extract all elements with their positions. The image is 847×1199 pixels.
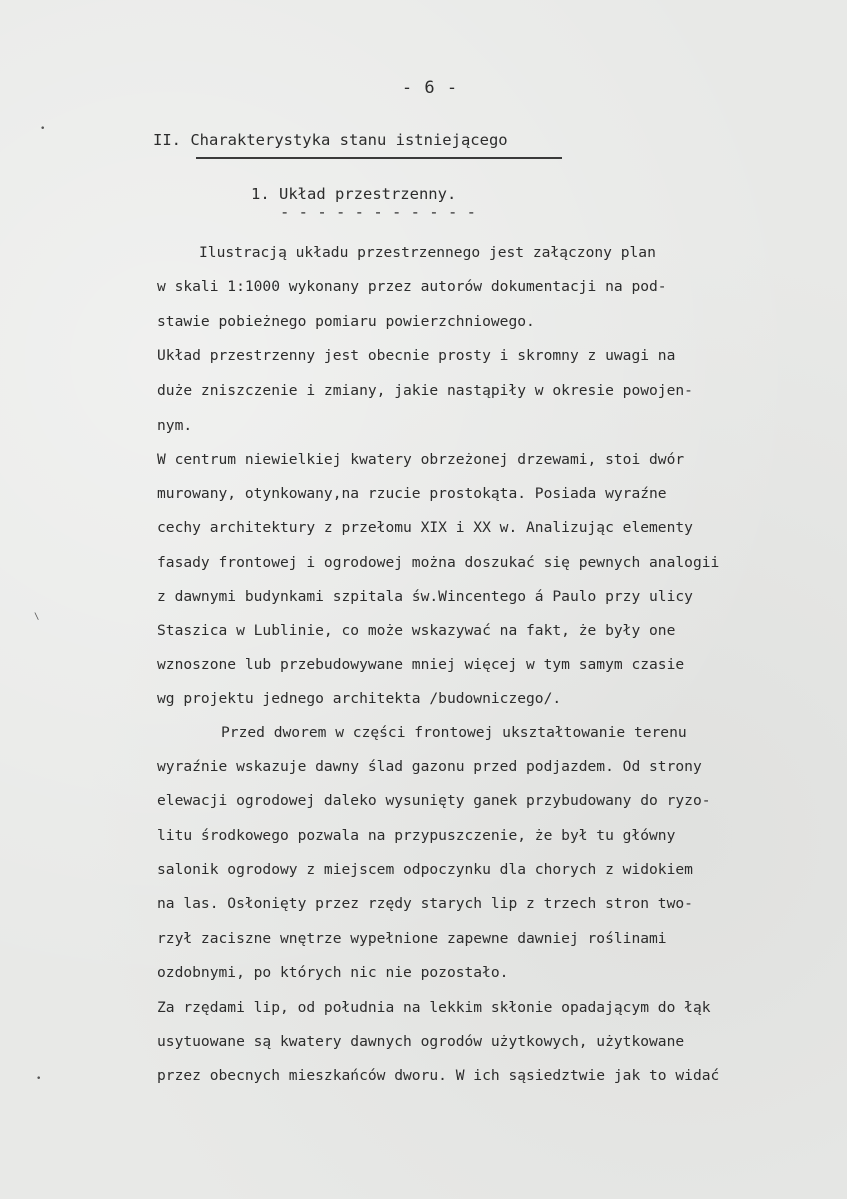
heading-underline [196,157,562,159]
margin-mark: \ [34,612,40,622]
text-line: usytuowane są kwatery dawnych ogrodów użytkowych, użytkowane [157,1033,685,1050]
text-line: z dawnymi budynkami szpitala św.Wincentego á Paulo przy ulicy [157,588,693,605]
text-line: elewacji ogrodowej daleko wysunięty ganek przybudowany do ryzo- [157,792,711,809]
subsection-heading: 1. Układ przestrzenny. [251,185,457,203]
text-line: cechy architektury z przełomu XIX i XX w. Analizując elementy [157,519,693,536]
text-line: Staszica w Lublinie, co może wskazywać na fakt, że były one [157,622,676,639]
text-line: rzył zaciszne wnętrze wypełnione zapewne dawniej roślinami [157,930,667,947]
text-line: duże zniszczenie i zmiany, jakie nastąpiły w okresie powojen- [157,382,693,399]
text-line: w skali 1:1000 wykonany przez autorów dokumentacji na pod- [157,278,667,295]
page-number: - 6 - [401,78,459,98]
text-line: na las. Osłonięty przez rzędy starych lip z trzech stron two- [157,895,693,912]
text-line: Ilustracją układu przestrzennego jest załączony plan [199,244,656,261]
text-line: Układ przestrzenny jest obecnie prosty i skromny z uwagi na [157,347,676,364]
text-line: Za rzędami lip, od południa na lekkim skłonie opadającym do łąk [157,999,711,1016]
margin-mark: • [36,1074,42,1084]
section-heading: II. Charakterystyka stanu istniejącego [153,131,508,149]
text-line: murowany, otynkowany,na rzucie prostokąta. Posiada wyraźne [157,485,667,502]
margin-mark: • [40,124,46,134]
text-line: stawie pobieżnego pomiaru powierzchniowego. [157,313,535,330]
text-line: ozdobnymi, po których nic nie pozostało. [157,964,509,981]
text-line: litu środkowego pozwala na przypuszczenie, że był tu główny [157,827,676,844]
text-line: fasady frontowej i ogrodowej można doszukać się pewnych analogii [157,554,720,571]
subsection-underline: - - - - - - - - - - - [280,203,476,221]
text-line: przez obecnych mieszkańców dworu. W ich sąsiedztwie jak to widać [157,1067,720,1084]
text-line: wg projektu jednego architekta /budowniczego/. [157,690,562,707]
text-line: nym. [157,417,193,434]
text-line: W centrum niewielkiej kwatery obrzeżonej drzewami, stoi dwór [157,451,685,468]
text-line: wznoszone lub przebudowywane mniej więcej w tym samym czasie [157,656,685,673]
text-line: salonik ogrodowy z miejscem odpoczynku dla chorych z widokiem [157,861,693,878]
text-line: Przed dworem w części frontowej ukształtowanie terenu [221,724,687,741]
text-line: wyraźnie wskazuje dawny ślad gazonu przed podjazdem. Od strony [157,758,702,775]
